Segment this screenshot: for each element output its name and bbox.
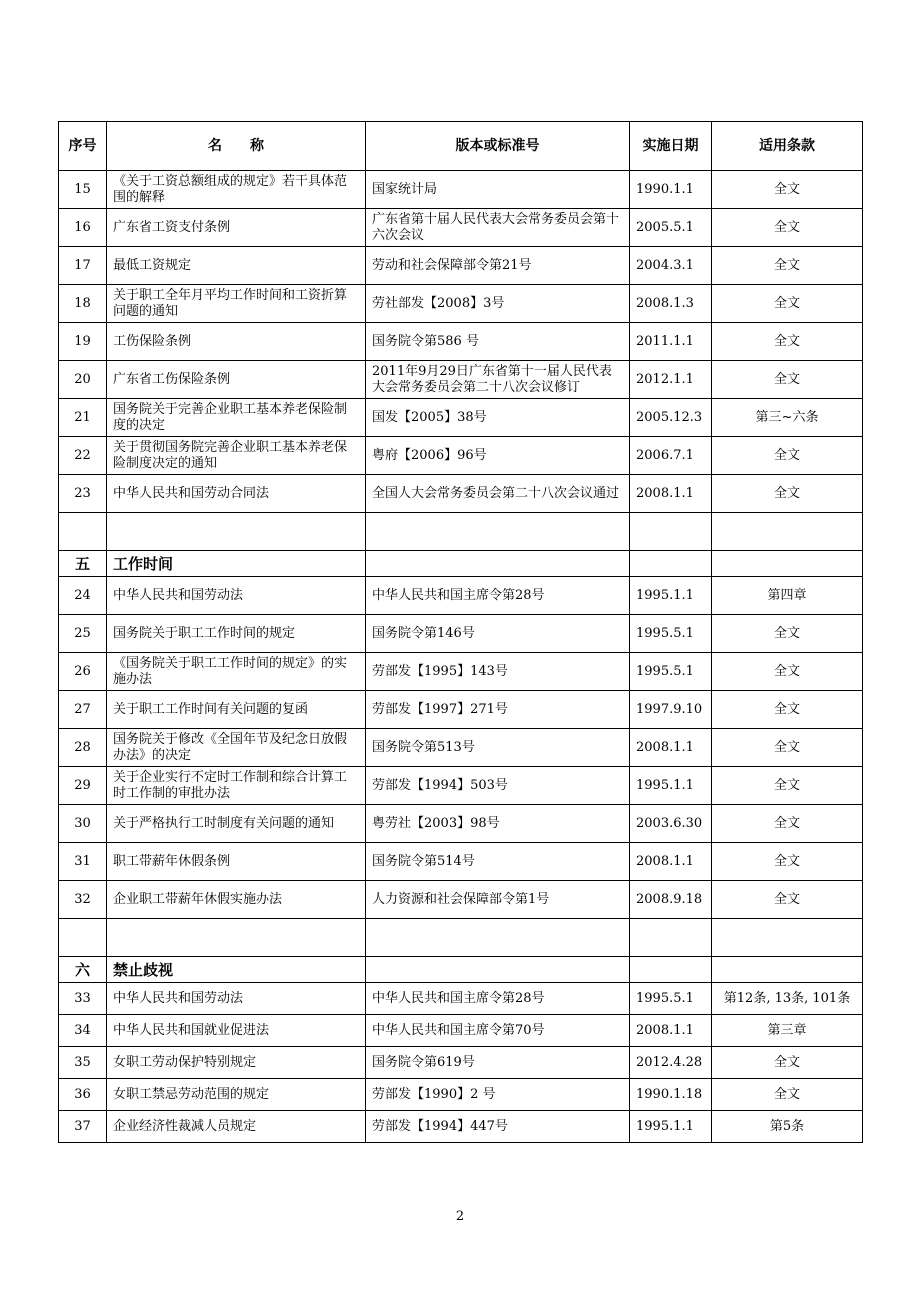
blank-row	[59, 919, 863, 957]
empty-cell	[630, 919, 712, 957]
row-date: 2008.9.18	[630, 881, 712, 919]
empty-cell	[630, 513, 712, 551]
table-header-row	[59, 122, 863, 171]
row-number: 27	[59, 691, 107, 729]
table-body	[59, 171, 863, 1143]
row-version: 国务院令第619号	[366, 1047, 630, 1079]
empty-cell	[712, 513, 863, 551]
row-number: 16	[59, 209, 107, 247]
blank-row	[59, 513, 863, 551]
table-row	[59, 615, 863, 653]
table-row	[59, 285, 863, 323]
row-date: 1995.1.1	[630, 767, 712, 805]
row-date: 2005.12.3	[630, 399, 712, 437]
empty-cell	[712, 957, 863, 983]
row-date: 2008.1.3	[630, 285, 712, 323]
row-number: 17	[59, 247, 107, 285]
row-number: 31	[59, 843, 107, 881]
row-name: 国务院关于修改《全国年节及纪念日放假办法》的决定	[107, 729, 366, 767]
row-version: 粤劳社【2003】98号	[366, 805, 630, 843]
row-clause: 第四章	[712, 577, 863, 615]
table-row	[59, 209, 863, 247]
row-name: 关于严格执行工时制度有关问题的通知	[107, 805, 366, 843]
table-row	[59, 247, 863, 285]
row-name: 关于企业实行不定时工作制和综合计算工时工作制的审批办法	[107, 767, 366, 805]
table-row	[59, 1047, 863, 1079]
row-number: 29	[59, 767, 107, 805]
row-name: 中华人民共和国劳动法	[107, 577, 366, 615]
row-version: 国务院令第514号	[366, 843, 630, 881]
section-row	[59, 551, 863, 577]
row-number: 28	[59, 729, 107, 767]
row-number: 19	[59, 323, 107, 361]
empty-cell	[366, 919, 630, 957]
row-name: 关于贯彻国务院完善企业职工基本养老保险制度决定的通知	[107, 437, 366, 475]
empty-cell	[366, 513, 630, 551]
empty-cell	[712, 551, 863, 577]
row-version: 人力资源和社会保障部令第1号	[366, 881, 630, 919]
row-version: 中华人民共和国主席令第70号	[366, 1015, 630, 1047]
row-name: 中华人民共和国劳动法	[107, 983, 366, 1015]
row-number: 24	[59, 577, 107, 615]
row-name: 工伤保险条例	[107, 323, 366, 361]
table-row	[59, 1079, 863, 1111]
row-version: 国务院令第146号	[366, 615, 630, 653]
row-clause: 全文	[712, 323, 863, 361]
empty-cell	[630, 957, 712, 983]
row-number: 18	[59, 285, 107, 323]
empty-cell	[366, 957, 630, 983]
row-name: 中华人民共和国就业促进法	[107, 1015, 366, 1047]
row-clause: 全文	[712, 361, 863, 399]
row-number: 22	[59, 437, 107, 475]
row-clause: 全文	[712, 767, 863, 805]
row-version: 2011年9月29日广东省第十一届人民代表大会常务委员会第二十八次会议修订	[366, 361, 630, 399]
row-clause: 全文	[712, 691, 863, 729]
page-number: 2	[455, 1209, 465, 1224]
row-clause: 全文	[712, 1047, 863, 1079]
row-date: 2012.4.28	[630, 1047, 712, 1079]
empty-cell	[59, 919, 107, 957]
row-date: 2005.5.1	[630, 209, 712, 247]
row-number: 21	[59, 399, 107, 437]
row-name: 关于职工全年月平均工作时间和工资折算问题的通知	[107, 285, 366, 323]
row-name: 关于职工工作时间有关问题的复函	[107, 691, 366, 729]
table-row	[59, 361, 863, 399]
row-version: 劳动和社会保障部令第21号	[366, 247, 630, 285]
row-number: 32	[59, 881, 107, 919]
row-version: 国发【2005】38号	[366, 399, 630, 437]
row-name: 国务院关于职工工作时间的规定	[107, 615, 366, 653]
row-date: 2008.1.1	[630, 1015, 712, 1047]
row-clause: 全文	[712, 805, 863, 843]
row-name: 广东省工伤保险条例	[107, 361, 366, 399]
row-version: 劳部发【1990】2 号	[366, 1079, 630, 1111]
row-date: 2008.1.1	[630, 475, 712, 513]
row-version: 全国人大会常务委员会第二十八次会议通过	[366, 475, 630, 513]
row-date: 1997.9.10	[630, 691, 712, 729]
empty-cell	[59, 513, 107, 551]
row-date: 2004.3.1	[630, 247, 712, 285]
row-clause: 全文	[712, 171, 863, 209]
row-version: 国务院令第513号	[366, 729, 630, 767]
row-number: 23	[59, 475, 107, 513]
row-name: 广东省工资支付条例	[107, 209, 366, 247]
row-date: 1990.1.1	[630, 171, 712, 209]
row-date: 2008.1.1	[630, 729, 712, 767]
row-version: 劳部发【1994】447号	[366, 1111, 630, 1143]
row-clause: 第三~六条	[712, 399, 863, 437]
header-serial-number: 序号	[59, 122, 107, 171]
header-version: 版本或标准号	[366, 122, 630, 171]
row-number: 35	[59, 1047, 107, 1079]
row-number: 33	[59, 983, 107, 1015]
empty-cell	[712, 919, 863, 957]
row-clause: 全文	[712, 843, 863, 881]
table-row	[59, 653, 863, 691]
row-number: 26	[59, 653, 107, 691]
row-version: 劳社部发【2008】3号	[366, 285, 630, 323]
row-number: 20	[59, 361, 107, 399]
row-name: 职工带薪年休假条例	[107, 843, 366, 881]
row-number: 30	[59, 805, 107, 843]
table-row	[59, 399, 863, 437]
row-version: 中华人民共和国主席令第28号	[366, 577, 630, 615]
row-date: 1995.5.1	[630, 983, 712, 1015]
row-clause: 第三章	[712, 1015, 863, 1047]
row-version: 广东省第十届人民代表大会常务委员会第十六次会议	[366, 209, 630, 247]
row-version: 劳部发【1994】503号	[366, 767, 630, 805]
table-row	[59, 323, 863, 361]
table-row	[59, 1015, 863, 1047]
empty-cell	[630, 551, 712, 577]
row-name: 企业职工带薪年休假实施办法	[107, 881, 366, 919]
row-version: 劳部发【1995】143号	[366, 653, 630, 691]
row-version: 粤府【2006】96号	[366, 437, 630, 475]
table-row	[59, 729, 863, 767]
empty-cell	[366, 551, 630, 577]
table-row	[59, 437, 863, 475]
row-date: 2008.1.1	[630, 843, 712, 881]
table-row	[59, 475, 863, 513]
row-name: 最低工资规定	[107, 247, 366, 285]
row-date: 2003.6.30	[630, 805, 712, 843]
row-date: 2011.1.1	[630, 323, 712, 361]
row-clause: 全文	[712, 437, 863, 475]
row-date: 1995.1.1	[630, 577, 712, 615]
row-clause: 全文	[712, 209, 863, 247]
row-clause: 全文	[712, 475, 863, 513]
row-name: 企业经济性裁减人员规定	[107, 1111, 366, 1143]
row-name: 《国务院关于职工工作时间的规定》的实施办法	[107, 653, 366, 691]
section-title: 工作时间	[107, 551, 366, 577]
row-number: 34	[59, 1015, 107, 1047]
table-row	[59, 171, 863, 209]
table-row	[59, 1111, 863, 1143]
row-clause: 第12条, 13条, 101条	[712, 983, 863, 1015]
row-date: 2012.1.1	[630, 361, 712, 399]
row-date: 1995.5.1	[630, 653, 712, 691]
table-row	[59, 843, 863, 881]
row-date: 1995.1.1	[630, 1111, 712, 1143]
header-date: 实施日期	[630, 122, 712, 171]
row-name: 女职工劳动保护特别规定	[107, 1047, 366, 1079]
row-name: 国务院关于完善企业职工基本养老保险制度的决定	[107, 399, 366, 437]
row-version: 国家统计局	[366, 171, 630, 209]
empty-cell	[107, 513, 366, 551]
section-number: 五	[59, 551, 107, 577]
row-clause: 全文	[712, 615, 863, 653]
header-clause: 适用条款	[712, 122, 863, 171]
table-row	[59, 983, 863, 1015]
empty-cell	[107, 919, 366, 957]
row-number: 36	[59, 1079, 107, 1111]
row-version: 国务院令第586 号	[366, 323, 630, 361]
row-clause: 全文	[712, 881, 863, 919]
row-version: 中华人民共和国主席令第28号	[366, 983, 630, 1015]
row-number: 37	[59, 1111, 107, 1143]
section-number: 六	[59, 957, 107, 983]
table-row	[59, 767, 863, 805]
row-date: 2006.7.1	[630, 437, 712, 475]
row-clause: 第5条	[712, 1111, 863, 1143]
table-row	[59, 577, 863, 615]
table-row	[59, 805, 863, 843]
row-clause: 全文	[712, 653, 863, 691]
section-row	[59, 957, 863, 983]
row-name: 中华人民共和国劳动合同法	[107, 475, 366, 513]
row-number: 15	[59, 171, 107, 209]
table-row	[59, 691, 863, 729]
table-row	[59, 881, 863, 919]
row-name: 《关于工资总额组成的规定》若干具体范围的解释	[107, 171, 366, 209]
row-number: 25	[59, 615, 107, 653]
row-clause: 全文	[712, 247, 863, 285]
row-clause: 全文	[712, 285, 863, 323]
row-name: 女职工禁忌劳动范围的规定	[107, 1079, 366, 1111]
row-date: 1995.5.1	[630, 615, 712, 653]
section-title: 禁止歧视	[107, 957, 366, 983]
header-name: 名 称	[107, 122, 366, 171]
row-clause: 全文	[712, 729, 863, 767]
regulations-table	[58, 121, 863, 1143]
row-date: 1990.1.18	[630, 1079, 712, 1111]
row-version: 劳部发【1997】271号	[366, 691, 630, 729]
row-clause: 全文	[712, 1079, 863, 1111]
